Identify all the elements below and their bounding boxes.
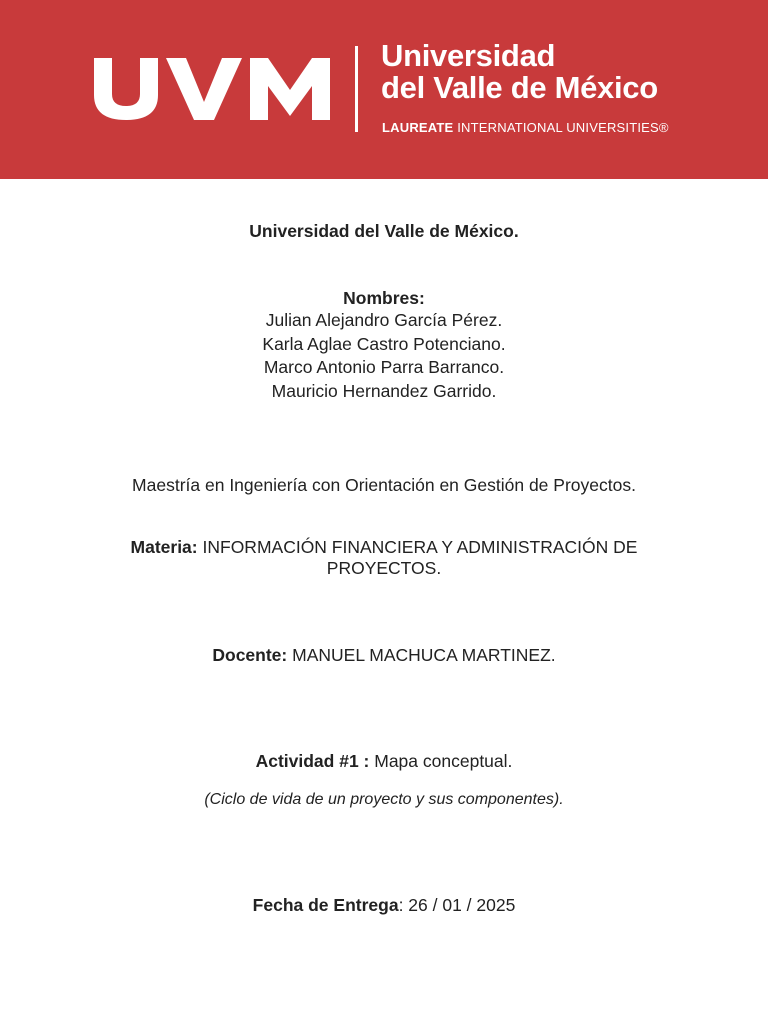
laureate-tagline [382,120,669,135]
program-name: Maestría en Ingeniería con Orientación en Gestión de Proyectos. [132,475,636,495]
subject-label: Materia: [130,537,198,557]
activity-label: Actividad #1 : [255,751,370,771]
logo-divider [355,46,358,132]
laureate-bold: LAUREATE [382,120,454,135]
activity-value: Mapa conceptual. [374,751,513,771]
activity-subtitle: (Ciclo de vida de un proyecto y sus componentes). [204,791,564,808]
delivery-date-line [0,894,768,916]
teacher-line [0,644,768,666]
laureate-rest: INTERNATIONAL UNIVERSITIES® [457,120,669,135]
logo-name-line2: del Valle de México [381,70,658,105]
date-value: : 26 / 01 / 2025 [398,895,516,915]
teacher-label: Docente: [212,645,288,665]
student-name: Julian Alejandro García Pérez. [265,310,503,330]
subject-line [0,536,768,558]
names-label: Nombres: [343,288,425,308]
uvm-logo-mark [92,54,332,122]
subject-value-continued: PROYECTOS. [326,558,442,578]
header-banner [0,0,768,179]
student-name: Karla Aglae Castro Potenciano. [262,334,506,354]
student-name: Mauricio Hernandez Garrido. [271,381,497,401]
logo-name-line1: Universidad [381,38,556,73]
teacher-value: MANUEL MACHUCA MARTINEZ. [292,645,556,665]
subject-value: INFORMACIÓN FINANCIERA Y ADMINISTRACIÓN DE [202,537,638,557]
activity-line [0,750,768,772]
student-name: Marco Antonio Parra Barranco. [263,357,505,377]
university-name-logo [381,40,751,104]
date-label: Fecha de Entrega [252,895,399,915]
institution-title: Universidad del Valle de México. [249,221,519,241]
